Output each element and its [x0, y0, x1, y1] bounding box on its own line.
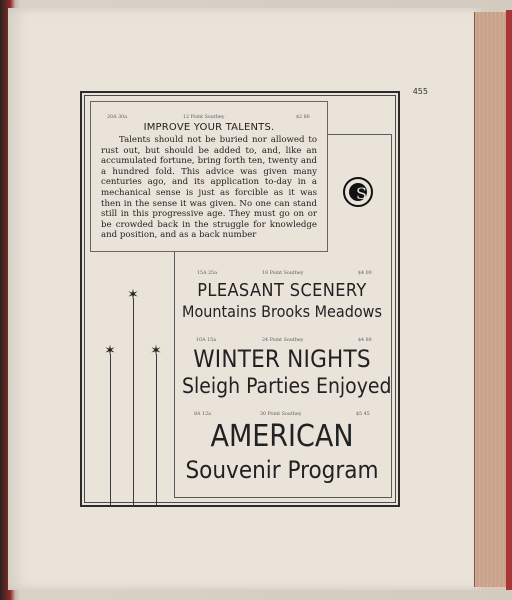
specimen-price: $2 80 [296, 115, 310, 120]
block-3-font-size: 30 Point Southey [260, 412, 302, 417]
book-spine [506, 10, 512, 590]
page-edges [474, 12, 507, 587]
page-number: 455 [412, 87, 428, 96]
ornament-stem-left [110, 354, 111, 506]
emblem-center [349, 183, 367, 201]
leaf-icon: ✶ [104, 343, 116, 359]
ornament-stem-center [133, 298, 134, 506]
block-2-quantity: 10A 15a [196, 338, 217, 343]
emblem-letter: S [356, 184, 367, 203]
specimen-font-size: 12 Point Southey [183, 115, 225, 120]
block-1-font-size: 18 Point Southey [262, 271, 304, 276]
emblem-icon [343, 177, 373, 207]
block-2-font-size: 24 Point Southey [262, 338, 304, 343]
block-3-subheadline: Souvenir Program [185, 456, 379, 484]
leaf-icon: ✶ [127, 287, 139, 303]
block-1-subheadline: Mountains Brooks Meadows [182, 302, 382, 321]
text-specimen-box [90, 101, 328, 252]
block-1-headline: PLEASANT SCENERY [197, 280, 367, 301]
block-3-price: $5 45 [356, 412, 370, 417]
specimen-title: IMPROVE YOUR TALENTS. [143, 122, 275, 133]
specimen-quantity: 20A 30a [107, 115, 128, 120]
block-2-headline: WINTER NIGHTS [193, 345, 371, 373]
leaf-icon: ✶ [150, 343, 162, 359]
ornament-stem-right [156, 354, 157, 506]
block-3-headline: AMERICAN [210, 419, 354, 454]
block-3-quantity: 8A 12a [194, 412, 212, 417]
block-1-quantity: 15A 25a [197, 271, 218, 276]
block-2-price: $4 80 [358, 338, 372, 343]
block-1-price: $4 00 [358, 271, 372, 276]
block-2-subheadline: Sleigh Parties Enjoyed [182, 374, 392, 398]
specimen-body: Talents should not be buried nor allowed to rust out, but should be added to, and, like an accumulated fortune, bring forth ten, twenty and a hundred fold. This advice was given many centuries ago, and its application to-day in a mechanical sense is just as forcible as it was then in the sense it was given. No one can stand still in this progressive age. They must go on or be crowded back in the struggle for knowledge and position, and as a back number [101, 135, 317, 241]
